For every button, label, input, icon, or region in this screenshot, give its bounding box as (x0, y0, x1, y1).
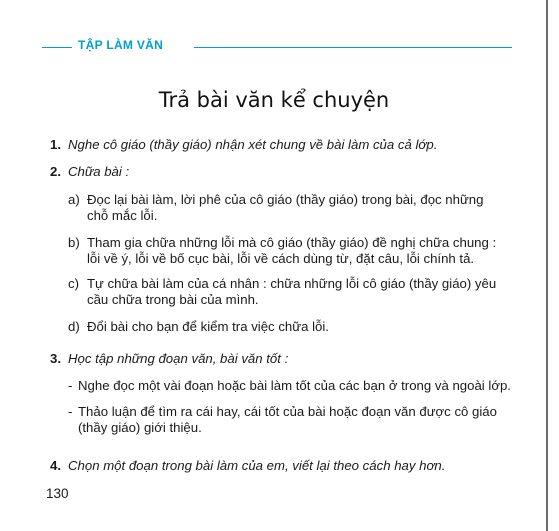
item-2b-line-2: lỗi về ý, lỗi về bố cục bài, lỗi về cách dùng từ, đặt câu, lỗi chính tả. (87, 251, 475, 266)
item-3-text: Học tập những đoạn văn, bài văn tốt : (68, 351, 289, 366)
lesson-title: Trả bài văn kể chuyện (158, 88, 390, 112)
item-2d-line-1: Đổi bài cho bạn để kiểm tra việc chữa lỗi. (87, 319, 329, 334)
item-4-text: Chọn một đoạn trong bài làm của em, viết lại theo cách hay hơn. (68, 458, 446, 473)
item-1-number: 1. (50, 137, 61, 152)
item-2c-line-1: Tự chữa bài làm của cá nhân : chữa những lỗi cô giáo (thầy giáo) yêu (87, 276, 497, 291)
header-rule-left (42, 47, 72, 48)
item-2a-line-2: chỗ mắc lỗi. (87, 208, 158, 223)
header-rule-right (194, 47, 512, 48)
item-2-text: Chữa bài : (68, 164, 130, 179)
section-title: TẬP LÀM VĂN (78, 38, 164, 52)
item-1-text: Nghe cô giáo (thầy giáo) nhận xét chung về bài làm của cả lớp. (68, 137, 438, 152)
item-2-number: 2. (50, 164, 61, 179)
item-2c-label: c) (68, 276, 79, 291)
item-3-bullet-2-line-2: (thầy giáo) giới thiệu. (78, 420, 202, 435)
page-number: 130 (46, 486, 69, 501)
item-2c-line-2: cầu chữa trong bài của mình. (87, 292, 259, 307)
item-2b-label: b) (68, 235, 80, 250)
item-3-bullet-2-line-1: Thảo luận để tìm ra cái hay, cái tốt của bài hoặc đoạn văn được cô giáo (78, 404, 497, 419)
item-3-bullet-2-dash: - (68, 404, 73, 419)
section-header (42, 38, 512, 54)
item-3-bullet-1-line-1: Nghe đọc một vài đoạn hoặc bài làm tốt của các bạn ở trong và ngoài lớp. (78, 378, 511, 393)
item-4-number: 4. (50, 458, 61, 473)
item-3-number: 3. (50, 351, 61, 366)
item-2d-label: d) (68, 319, 80, 334)
item-2b-line-1: Tham gia chữa những lỗi mà cô giáo (thầy giáo) đề nghị chữa chung : (87, 235, 497, 250)
item-2a-label: a) (68, 192, 80, 207)
item-3-bullet-1-dash: - (68, 378, 73, 393)
item-2a-line-1: Đọc lại bài làm, lời phê của cô giáo (thầy giáo) trong bài, đọc những (87, 192, 484, 207)
